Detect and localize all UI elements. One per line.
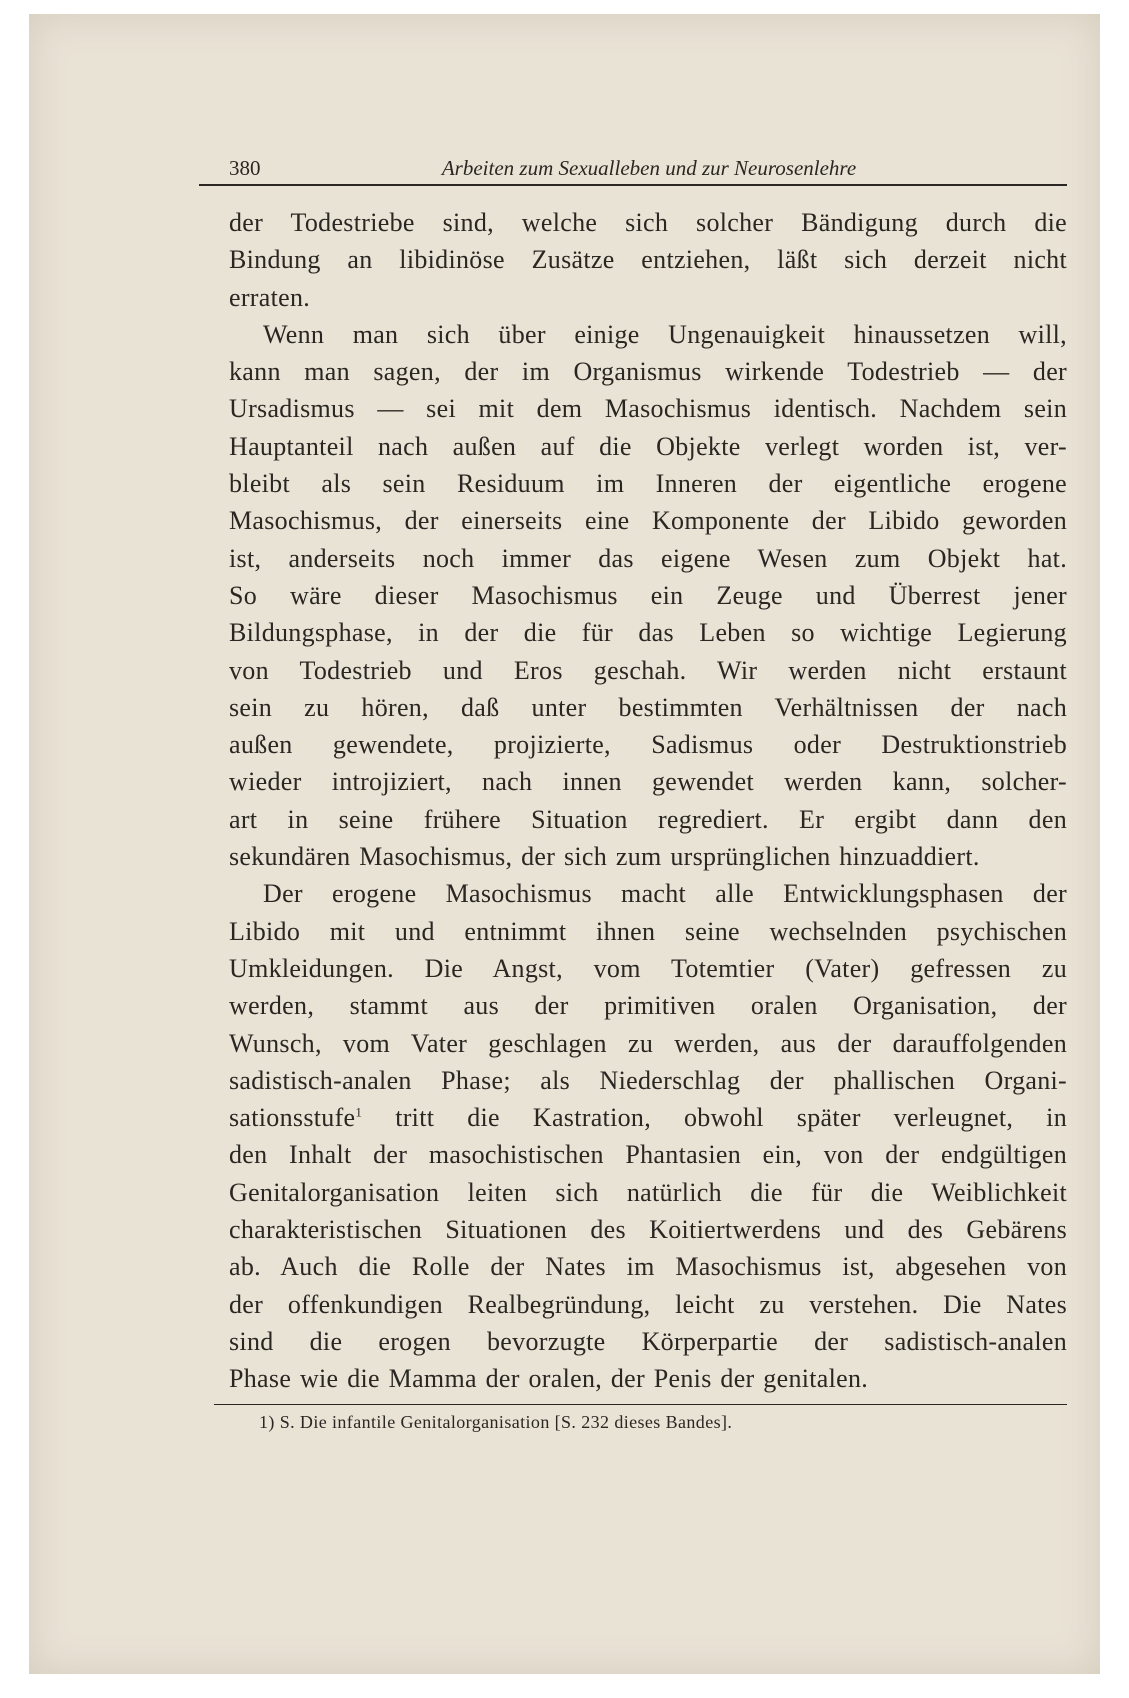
text-line: art in seine frühere Situation regrediert. Er ergibt dann den — [229, 804, 1067, 834]
text-line: So wäre dieser Masochismus ein Zeuge und Überrest jener — [229, 580, 1067, 610]
text-line: erraten. — [229, 282, 311, 312]
footnote-reference: 1 — [355, 1104, 363, 1120]
text-line: bleibt als sein Residuum im Inneren der eigentliche erogene — [229, 469, 1067, 499]
text-line — [229, 1099, 1067, 1136]
running-title: Arbeiten zum Sexualleben und zur Neurosenlehre — [441, 156, 857, 180]
text-line: Bildungsphase, in der die für das Leben so wichtige Legierung — [229, 618, 1067, 648]
page-header — [199, 154, 1067, 186]
text-line: Bindung an libidinöse Zusätze entziehen, läßt sich derzeit nicht — [229, 245, 1067, 275]
text-line: werden, stammt aus der primitiven oralen Organisation, der — [229, 991, 1067, 1021]
text-line: außen gewendete, projizierte, Sadismus oder Destruktionstrieb — [229, 730, 1067, 760]
text-line: der offenkundigen Realbegründung, leicht zu verstehen. Die Nates — [229, 1289, 1067, 1319]
text-line: Hauptanteil nach außen auf die Objekte verlegt worden ist, ver- — [229, 431, 1067, 461]
text-line: Phase wie die Mamma der oralen, der Penis der genitalen. — [229, 1364, 869, 1394]
text-line: wieder introjiziert, nach innen gewendet werden kann, solcher- — [229, 767, 1067, 797]
text-line: sadistisch-analen Phase; als Niederschlag der phallischen Organi- — [229, 1065, 1067, 1095]
body-text — [229, 204, 1067, 1398]
book-page — [29, 14, 1100, 1674]
text-segment: tritt die Kastration, obwohl später verleugnet, in — [395, 1103, 1067, 1133]
footnote-divider — [214, 1404, 1067, 1405]
text-line: Ursadismus — sei mit dem Masochismus identisch. Nachdem sein — [229, 394, 1067, 424]
text-line: Der erogene Masochismus macht alle Entwicklungsphasen der — [263, 879, 1067, 909]
text-line: Genitalorganisation leiten sich natürlich die für die Weiblichkeit — [229, 1177, 1067, 1207]
text-line: sekundären Masochismus, der sich zum ursprünglichen hinzuaddiert. — [229, 842, 980, 872]
text-line: sein zu hören, daß unter bestimmten Verhältnissen der nach — [229, 692, 1067, 722]
text-line: den Inhalt der masochistischen Phantasien ein, von der endgültigen — [229, 1140, 1067, 1170]
footnote-marker: 1) — [259, 1412, 275, 1432]
text-line: ab. Auch die Rolle der Nates im Masochismus ist, abgesehen von — [229, 1252, 1067, 1282]
footnote — [259, 1412, 732, 1433]
footnote-text: S. Die infantile Genitalorganisation [S. 232 dieses Bandes]. — [279, 1412, 733, 1432]
text-line: ist, anderseits noch immer das eigene Wesen zum Objekt hat. — [229, 543, 1067, 573]
text-segment: sationsstufe — [229, 1103, 356, 1133]
text-line: Masochismus, der einerseits eine Komponente der Libido geworden — [229, 506, 1067, 536]
text-line: von Todestrieb und Eros geschah. Wir werden nicht erstaunt — [229, 655, 1067, 685]
text-line: Libido mit und entnimmt ihnen seine wechselnden psychischen — [229, 916, 1067, 946]
text-line: kann man sagen, der im Organismus wirkende Todestrieb — der — [229, 357, 1067, 387]
text-line: Wunsch, vom Vater geschlagen zu werden, aus der darauffolgenden — [229, 1028, 1067, 1058]
text-line: der Todestriebe sind, welche sich solcher Bändigung durch die — [229, 208, 1067, 237]
text-line: Umkleidungen. Die Angst, vom Totemtier (Vater) gefressen zu — [229, 953, 1067, 983]
text-line: charakteristischen Situationen des Koitiertwerdens und des Gebärens — [229, 1215, 1067, 1245]
page-number: 380 — [229, 156, 261, 180]
text-line: Wenn man sich über einige Ungenauigkeit hinaussetzen will, — [263, 319, 1067, 349]
text-line: sind die erogen bevorzugte Körperpartie der sadistisch-analen — [229, 1326, 1067, 1356]
